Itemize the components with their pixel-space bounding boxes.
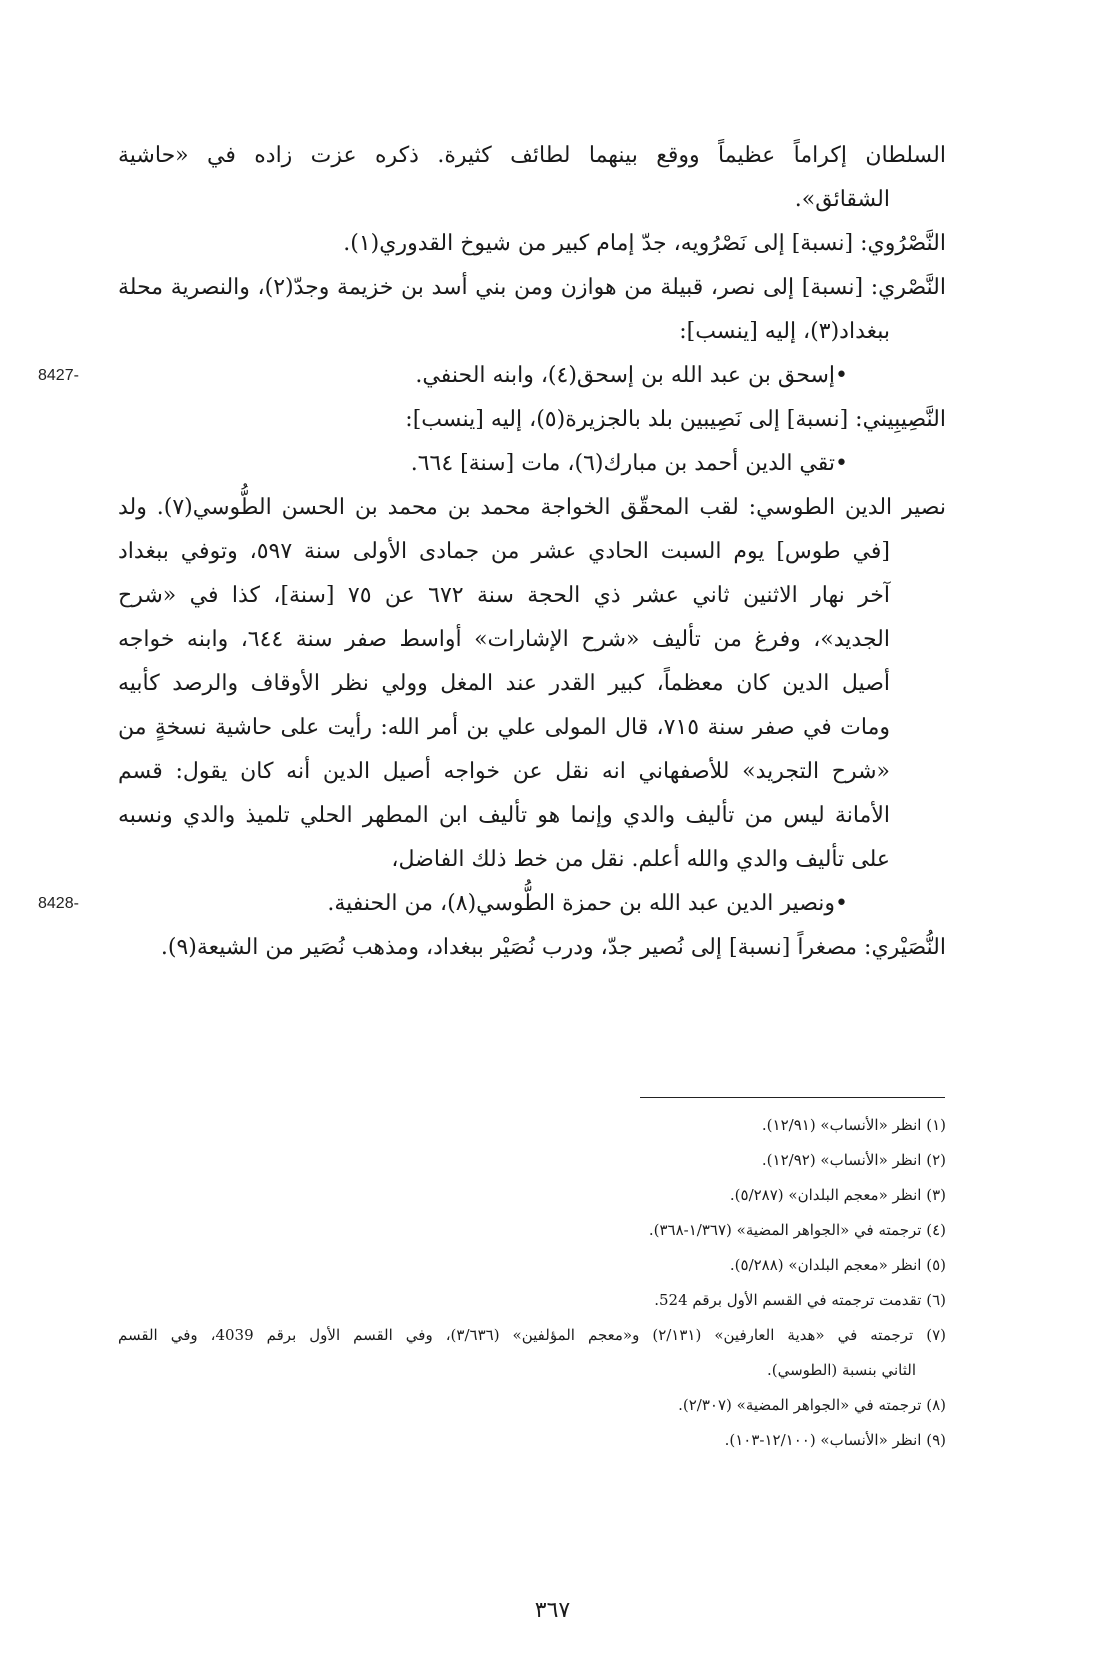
- text-line: ومات في صفر سنة ٧١٥، قال المولى علي بن أمر الله: رأيت على حاشية نسخةٍ من: [118, 715, 890, 740]
- entry-heading-line: النَّصِيبِيني: [نسبة] إلى نَصِيبين بلد بالجزيرة(٥)، إليه [ينسب]:: [405, 407, 946, 432]
- person-entry-8428: [38, 882, 946, 926]
- text-line: الأمانة ليس من تأليف والدي وإنما هو تأليف ابن المطهر الحلي تلميذ والدي ونسبه: [118, 803, 890, 828]
- page-number: ٣٦٧: [534, 1598, 571, 1623]
- text-line: على تأليف والدي والله أعلم. نقل من خط ذلك الفاضل،: [391, 847, 890, 872]
- main-text: [38, 134, 947, 970]
- entry-number: 8427-: [38, 367, 79, 384]
- footnote-separator: [640, 1097, 945, 1098]
- text-line: آخر نهار الاثنين ثاني عشر ذي الحجة سنة ٦٧٢ عن ٧٥ [سنة]، كذا في «شرح: [118, 583, 890, 608]
- person-entry-text: •ونصير الدين عبد الله بن حمزة الطُّوسي(٨)، من الحنفية.: [327, 891, 848, 916]
- entry-heading-line: النُّصَيْري: مصغراً [نسبة] إلى نُصير جدّ، ودرب نُصَيْر ببغداد، ومذهب نُصَير من الشيعة(٩).: [160, 935, 946, 960]
- entry-heading-line: نصير الدين الطوسي: لقب المحقّق الخواجة محمد بن محمد بن الحسن الطُّوسي(٧). ولد: [118, 495, 947, 520]
- entry-heading-line: النَّصْرُوي: [نسبة] إلى نَصْرُويه، جدّ إمام كبير من شيوخ القدوري(١).: [343, 231, 946, 256]
- text-line: الشقائق».: [794, 187, 890, 212]
- person-entry-text: •إسحق بن عبد الله بن إسحق(٤)، وابنه الحنفي.: [415, 363, 848, 388]
- footnote: (٣) انظر «معجم البلدان» (٥/٢٨٧).: [729, 1186, 946, 1204]
- footnote: (٧) ترجمته في «هدية العارفين» (٢/١٣١) و«معجم المؤلفين» (٣/٦٣٦)، وفي القسم الأول برقم 4039، وفي القسم: [118, 1326, 946, 1344]
- footnote: (٩) انظر «الأنساب» (١٢/١٠٠-١٠٣).: [724, 1431, 946, 1449]
- footnote: (٨) ترجمته في «الجواهر المضية» (٢/٣٠٧).: [678, 1396, 946, 1414]
- entry-heading-line: النَّصْري: [نسبة] إلى نصر، قبيلة من هوازن ومن بني أسد بن خزيمة وجدّ(٢)، والنصرية محلة: [118, 275, 946, 300]
- entry-number: 8428-: [38, 895, 79, 912]
- person-entry-8427: [38, 354, 946, 398]
- footnote: (٥) انظر «معجم البلدان» (٥/٢٨٨).: [729, 1256, 946, 1274]
- text-line: الجديد»، وفرغ من تأليف «شرح الإشارات» أواسط صفر سنة ٦٤٤، وابنه خواجه: [118, 627, 890, 652]
- footnote-continuation: الثاني بنسبة (الطوسي).: [766, 1361, 916, 1379]
- text-line: [في طوس] يوم السبت الحادي عشر من جمادى الأولى سنة ٥٩٧، وتوفي ببغداد: [118, 539, 890, 564]
- footnote: (٤) ترجمته في «الجواهر المضية» (١/٣٦٧-٣٦٨).: [648, 1221, 946, 1239]
- text-line: أصيل الدين كان معظماً، كبير القدر عند المغل وولي نظر الأوقاف والرصد كأبيه: [118, 671, 890, 696]
- footnotes: [118, 1108, 946, 1458]
- person-entry: •تقي الدين أحمد بن مبارك(٦)، مات [سنة] ٦٦٤.: [410, 451, 848, 476]
- footnote: (٢) انظر «الأنساب» (١٢/٩٢).: [761, 1151, 946, 1169]
- footnote: (١) انظر «الأنساب» (١٢/٩١).: [761, 1116, 946, 1134]
- text-line: السلطان إكراماً عظيماً ووقع بينهما لطائف كثيرة. ذكره عزت زاده في «حاشية: [118, 143, 946, 168]
- text-line: ببغداد(٣)، إليه [ينسب]:: [679, 319, 890, 344]
- footnote: (٦) تقدمت ترجمته في القسم الأول برقم 524.: [654, 1291, 946, 1309]
- text-line: «شرح التجريد» للأصفهاني انه نقل عن خواجه أصيل الدين أنه كان يقول: قسم: [118, 759, 890, 784]
